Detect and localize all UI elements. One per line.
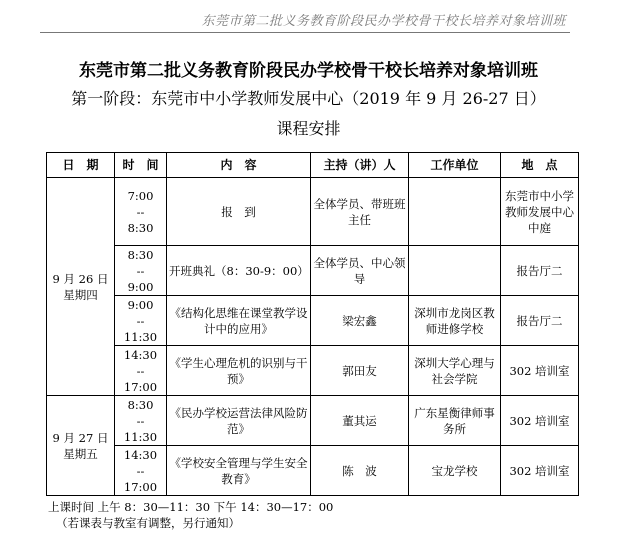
time-dash: -- xyxy=(136,263,145,278)
schedule-heading: 课程安排 xyxy=(276,119,341,138)
content-cell: 报 到 xyxy=(167,178,311,246)
host-cell: 陈 波 xyxy=(311,446,409,496)
org-cell xyxy=(409,178,501,246)
place-cell: 报告厅二 xyxy=(501,296,579,346)
time-dash: -- xyxy=(136,204,145,219)
time-end: 17:00 xyxy=(123,479,158,494)
header-text: 东莞市第二批义务教育阶段民办学校骨干校长培养对象培训班 xyxy=(201,14,566,29)
host-cell: 全体学员、中心领导 xyxy=(311,246,409,296)
time-start: 14:30 xyxy=(123,447,158,462)
time-dash: -- xyxy=(136,413,145,428)
col-header-place: 地 点 xyxy=(501,153,579,178)
table-row xyxy=(47,296,579,346)
time-start: 14:30 xyxy=(123,347,158,362)
time-start: 9:00 xyxy=(127,297,154,312)
class-hours-note: 上课时间 上午 8：30—11：30 下午 14：30—17：00 xyxy=(48,500,334,514)
host-cell: 梁宏鑫 xyxy=(311,296,409,346)
weekday-text: 星期四 xyxy=(63,287,98,302)
weekday-text: 星期五 xyxy=(63,446,98,461)
date-cell xyxy=(47,178,115,396)
document-subtitle: 第一阶段：东莞市中小学教师发展中心（2019 年 9 月 26-27 日） xyxy=(71,89,546,108)
time-cell xyxy=(115,346,167,396)
table-row xyxy=(47,246,579,296)
col-header-date: 日 期 xyxy=(47,153,115,178)
time-dash: -- xyxy=(136,363,145,378)
host-cell: 全体学员、带班班主任 xyxy=(311,178,409,246)
time-end: 8:30 xyxy=(127,220,154,235)
col-header-time: 时 间 xyxy=(115,153,167,178)
col-header-org: 工作单位 xyxy=(409,153,501,178)
time-end: 11:30 xyxy=(123,429,158,444)
time-cell xyxy=(115,296,167,346)
date-text: 9 月 26 日 xyxy=(52,271,109,286)
document-title: 东莞市第二批义务教育阶段民办学校骨干校长培养对象培训班 xyxy=(79,61,538,81)
time-start: 8:30 xyxy=(127,247,154,262)
table-header-row xyxy=(47,153,579,178)
table-row xyxy=(47,396,579,446)
time-dash: -- xyxy=(136,313,145,328)
content-cell: 《民办学校运营法律风险防范》 xyxy=(167,396,311,446)
time-cell xyxy=(115,396,167,446)
content-cell: 《学生心理危机的识别与干预》 xyxy=(167,346,311,396)
place-cell: 东莞市中小学教师发展中心中庭 xyxy=(501,178,579,246)
time-end: 11:30 xyxy=(123,329,158,344)
place-cell: 302 培训室 xyxy=(501,446,579,496)
time-start: 7:00 xyxy=(127,188,154,203)
time-cell xyxy=(115,178,167,246)
place-cell: 302 培训室 xyxy=(501,346,579,396)
time-dash: -- xyxy=(136,463,145,478)
date-cell xyxy=(47,396,115,496)
adjustment-note: （若课表与教室有调整，另行通知） xyxy=(56,516,240,530)
content-cell: 《结构化思维在课堂教学设计中的应用》 xyxy=(167,296,311,346)
time-end: 9:00 xyxy=(127,279,154,294)
content-cell: 开班典礼（8：30-9：00） xyxy=(167,246,311,296)
org-cell: 深圳大学心理与社会学院 xyxy=(409,346,501,396)
time-end: 17:00 xyxy=(123,379,158,394)
table-row xyxy=(47,178,579,246)
org-cell: 宝龙学校 xyxy=(409,446,501,496)
date-text: 9 月 27 日 xyxy=(52,430,109,445)
host-cell: 董其运 xyxy=(311,396,409,446)
col-header-host: 主持（讲）人 xyxy=(311,153,409,178)
host-cell: 郭田友 xyxy=(311,346,409,396)
content-cell: 《学校安全管理与学生安全教育》 xyxy=(167,446,311,496)
time-cell xyxy=(115,246,167,296)
org-cell xyxy=(409,246,501,296)
org-cell: 广东星衡律师事务所 xyxy=(409,396,501,446)
place-cell: 报告厅二 xyxy=(501,246,579,296)
page-header xyxy=(40,8,570,33)
col-header-content: 内 容 xyxy=(167,153,311,178)
time-cell xyxy=(115,446,167,496)
schedule-table xyxy=(46,152,579,496)
table-row xyxy=(47,446,579,496)
time-start: 8:30 xyxy=(127,397,154,412)
place-cell: 302 培训室 xyxy=(501,396,579,446)
org-cell: 深圳市龙岗区教师进修学校 xyxy=(409,296,501,346)
table-row xyxy=(47,346,579,396)
